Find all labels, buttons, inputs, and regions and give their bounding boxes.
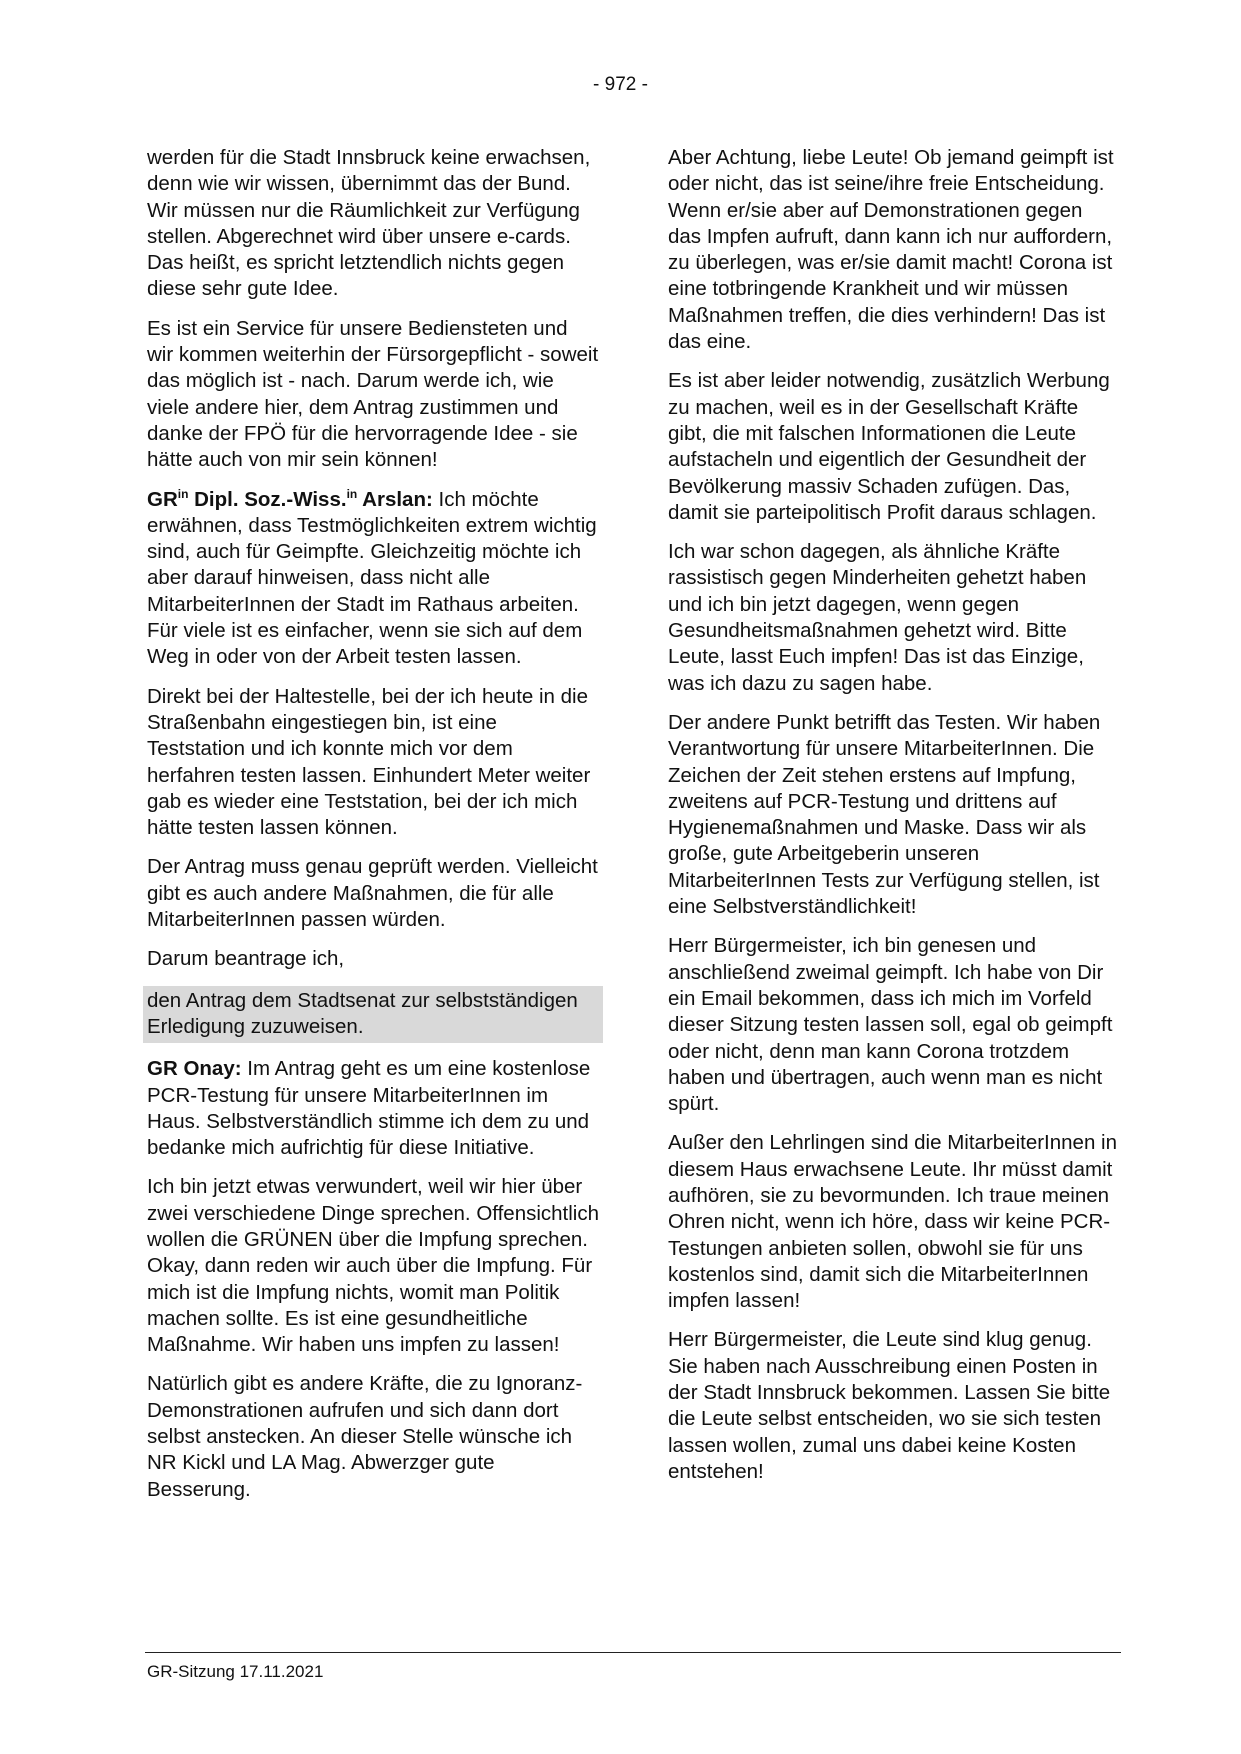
footer-divider bbox=[145, 1652, 1121, 1653]
paragraph: Aber Achtung, liebe Leute! Ob jemand geimpft ist oder nicht, das ist seine/ihre freie Entscheidung. Wenn er/sie aber auf Demonstrationen gegen das Impfen aufruft, dann kann ich nur auffordern, zu überlegen, was er/sie damit macht! Corona ist eine totbringende Krankheit und wir müssen Maßnahmen treffen, die dies verhindern! Das ist das eine. bbox=[668, 146, 1114, 354]
speech-text: Im Antrag geht es um eine kostenlose PCR-Testung für unsere MitarbeiterInnen im Haus. Selbstverständlich stimme ich dem zu und bedanke mich aufrichtig für diese Initiative. bbox=[147, 1057, 591, 1160]
paragraph: Direkt bei der Haltestelle, bei der ich heute in die Straßenbahn eingestiegen bin, ist eine Teststation und ich konnte mich vor dem herfahren testen lassen. Einhundert Meter weiter gab es wieder eine Teststation, bei der ich mich hätte testen lassen können. bbox=[147, 684, 591, 840]
paragraph: Es ist ein Service für unsere Bediensteten und wir kommen weiterhin der Fürsorgepflicht - soweit das möglich ist - nach. Darum werde ich, wie viele andere hier, dem Antrag zustimmen und danke der FPÖ für die hervorragende Idee - sie hätte auch von mir sein können! bbox=[147, 316, 599, 472]
speaker-paragraph-onay bbox=[147, 1056, 599, 1161]
paragraph: Außer den Lehrlingen sind die MitarbeiterInnen in diesem Haus erwachsene Leute. Ihr müsst damit aufhören, sie zu bevormunden. Ich traue meinen Ohren nicht, wenn ich höre, dass wir keine PCR-Testungen anbieten sollen, obwohl sie für uns kostenlos sind, damit sich die MitarbeiterInnen impfen lassen! bbox=[668, 1131, 1117, 1313]
speaker-title: GR bbox=[147, 487, 178, 511]
speaker-paragraph-arslan bbox=[147, 487, 599, 671]
speaker-name bbox=[147, 488, 433, 511]
paragraph: Ich bin jetzt etwas verwundert, weil wir hier über zwei verschiedene Dinge sprechen. Offensichtlich wollen die GRÜNEN über die Impfung sprechen. Okay, dann reden wir auch über die Impfung. Für mich ist die Impfung nichts, womit man Politik machen sollte. Es ist eine gesundheitliche Maßnahme. Wir haben uns impfen zu lassen! bbox=[147, 1175, 600, 1357]
paragraph: Herr Bürgermeister, ich bin genesen und anschließend zweimal geimpft. Ich habe von Dir ein Email bekommen, dass ich mich im Vorfeld dieser Sitzung testen lassen soll, egal ob geimpft oder nicht, denn man kann Corona trotzdem haben und übertragen, auch wenn man es nicht spürt. bbox=[668, 934, 1113, 1116]
motion-highlight: den Antrag dem Stadtsenat zur selbstständigen Erledigung zuzuweisen. bbox=[143, 986, 603, 1044]
paragraph: Ich war schon dagegen, als ähnliche Kräfte rassistisch gegen Minderheiten gehetzt haben und ich bin jetzt dagegen, wenn gegen Gesundheitsmaßnahmen gehetzt wird. Bitte Leute, lasst Euch impfen! Das ist das Einzige, was ich dazu zu sagen habe. bbox=[668, 540, 1087, 695]
speech-text: Ich möchte erwähnen, dass Testmöglichkeiten extrem wichtig sind, auch für Geimpfte. Gleichzeitig möchte ich aber darauf hinweisen, dass nicht alle MitarbeiterInnen der Stadt im Rathaus arbeiten. Für viele ist es einfacher, wenn sie sich auf dem Weg in oder von der Arbeit testen lassen. bbox=[147, 487, 597, 669]
paragraph: Der andere Punkt betrifft das Testen. Wir haben Verantwortung für unsere MitarbeiterInnen. Die Zeichen der Zeit stehen erstens auf Impfung, zweitens auf PCR-Testung und drittens auf Hygienemaßnahmen und Maske. Dass wir als große, gute Arbeitgeberin unseren MitarbeiterInnen Tests zur Verfügung stellen, ist eine Selbstverständlichkeit! bbox=[668, 710, 1101, 919]
page-number: - 972 - bbox=[593, 74, 648, 95]
right-column bbox=[668, 145, 1120, 1498]
paragraph: Es ist aber leider notwendig, zusätzlich Werbung zu machen, weil es in der Gesellschaft Kräfte gibt, die mit falschen Informationen die Leute aufstacheln und eigentlich der Gesundheit der Bevölkerung massiv Schaden zufügen. Das, damit sie parteipolitisch Profit daraus schlagen. bbox=[668, 369, 1110, 524]
paragraph: Darum beantrage ich, bbox=[147, 947, 345, 971]
speaker-degree-superscript: in bbox=[346, 486, 358, 501]
footer-session-date: GR-Sitzung 17.11.2021 bbox=[147, 1662, 324, 1681]
speaker-degree: Dipl. Soz.-Wiss. bbox=[188, 487, 347, 511]
paragraph: Herr Bürgermeister, die Leute sind klug genug. Sie haben nach Ausschreibung einen Posten in der Stadt Innsbruck bekommen. Lassen Sie bitte die Leute selbst entscheiden, wo sie sich testen lassen wollen, zumal uns dabei keine Kosten entstehen! bbox=[668, 1328, 1111, 1483]
paragraph: Der Antrag muss genau geprüft werden. Vielleicht gibt es auch andere Maßnahmen, die für alle MitarbeiterInnen passen würden. bbox=[147, 855, 598, 932]
speaker-name: GR Onay: bbox=[147, 1057, 242, 1081]
left-column bbox=[147, 145, 599, 1516]
speaker-title-superscript: in bbox=[177, 486, 189, 501]
speaker-surname: Arslan: bbox=[357, 487, 433, 511]
paragraph: werden für die Stadt Innsbruck keine erwachsen, denn wie wir wissen, übernimmt das der Bund. Wir müssen nur die Räumlichkeit zur Verfügung stellen. Abgerechnet wird über unsere e-cards. Das heißt, es spricht letztendlich nichts gegen diese sehr gute Idee. bbox=[147, 146, 591, 301]
paragraph: Natürlich gibt es andere Kräfte, die zu Ignoranz-Demonstrationen aufrufen und sich dann dort selbst anstecken. An dieser Stelle wünsche ich NR Kickl und LA Mag. Abwerzger gute Besserung. bbox=[147, 1372, 583, 1501]
